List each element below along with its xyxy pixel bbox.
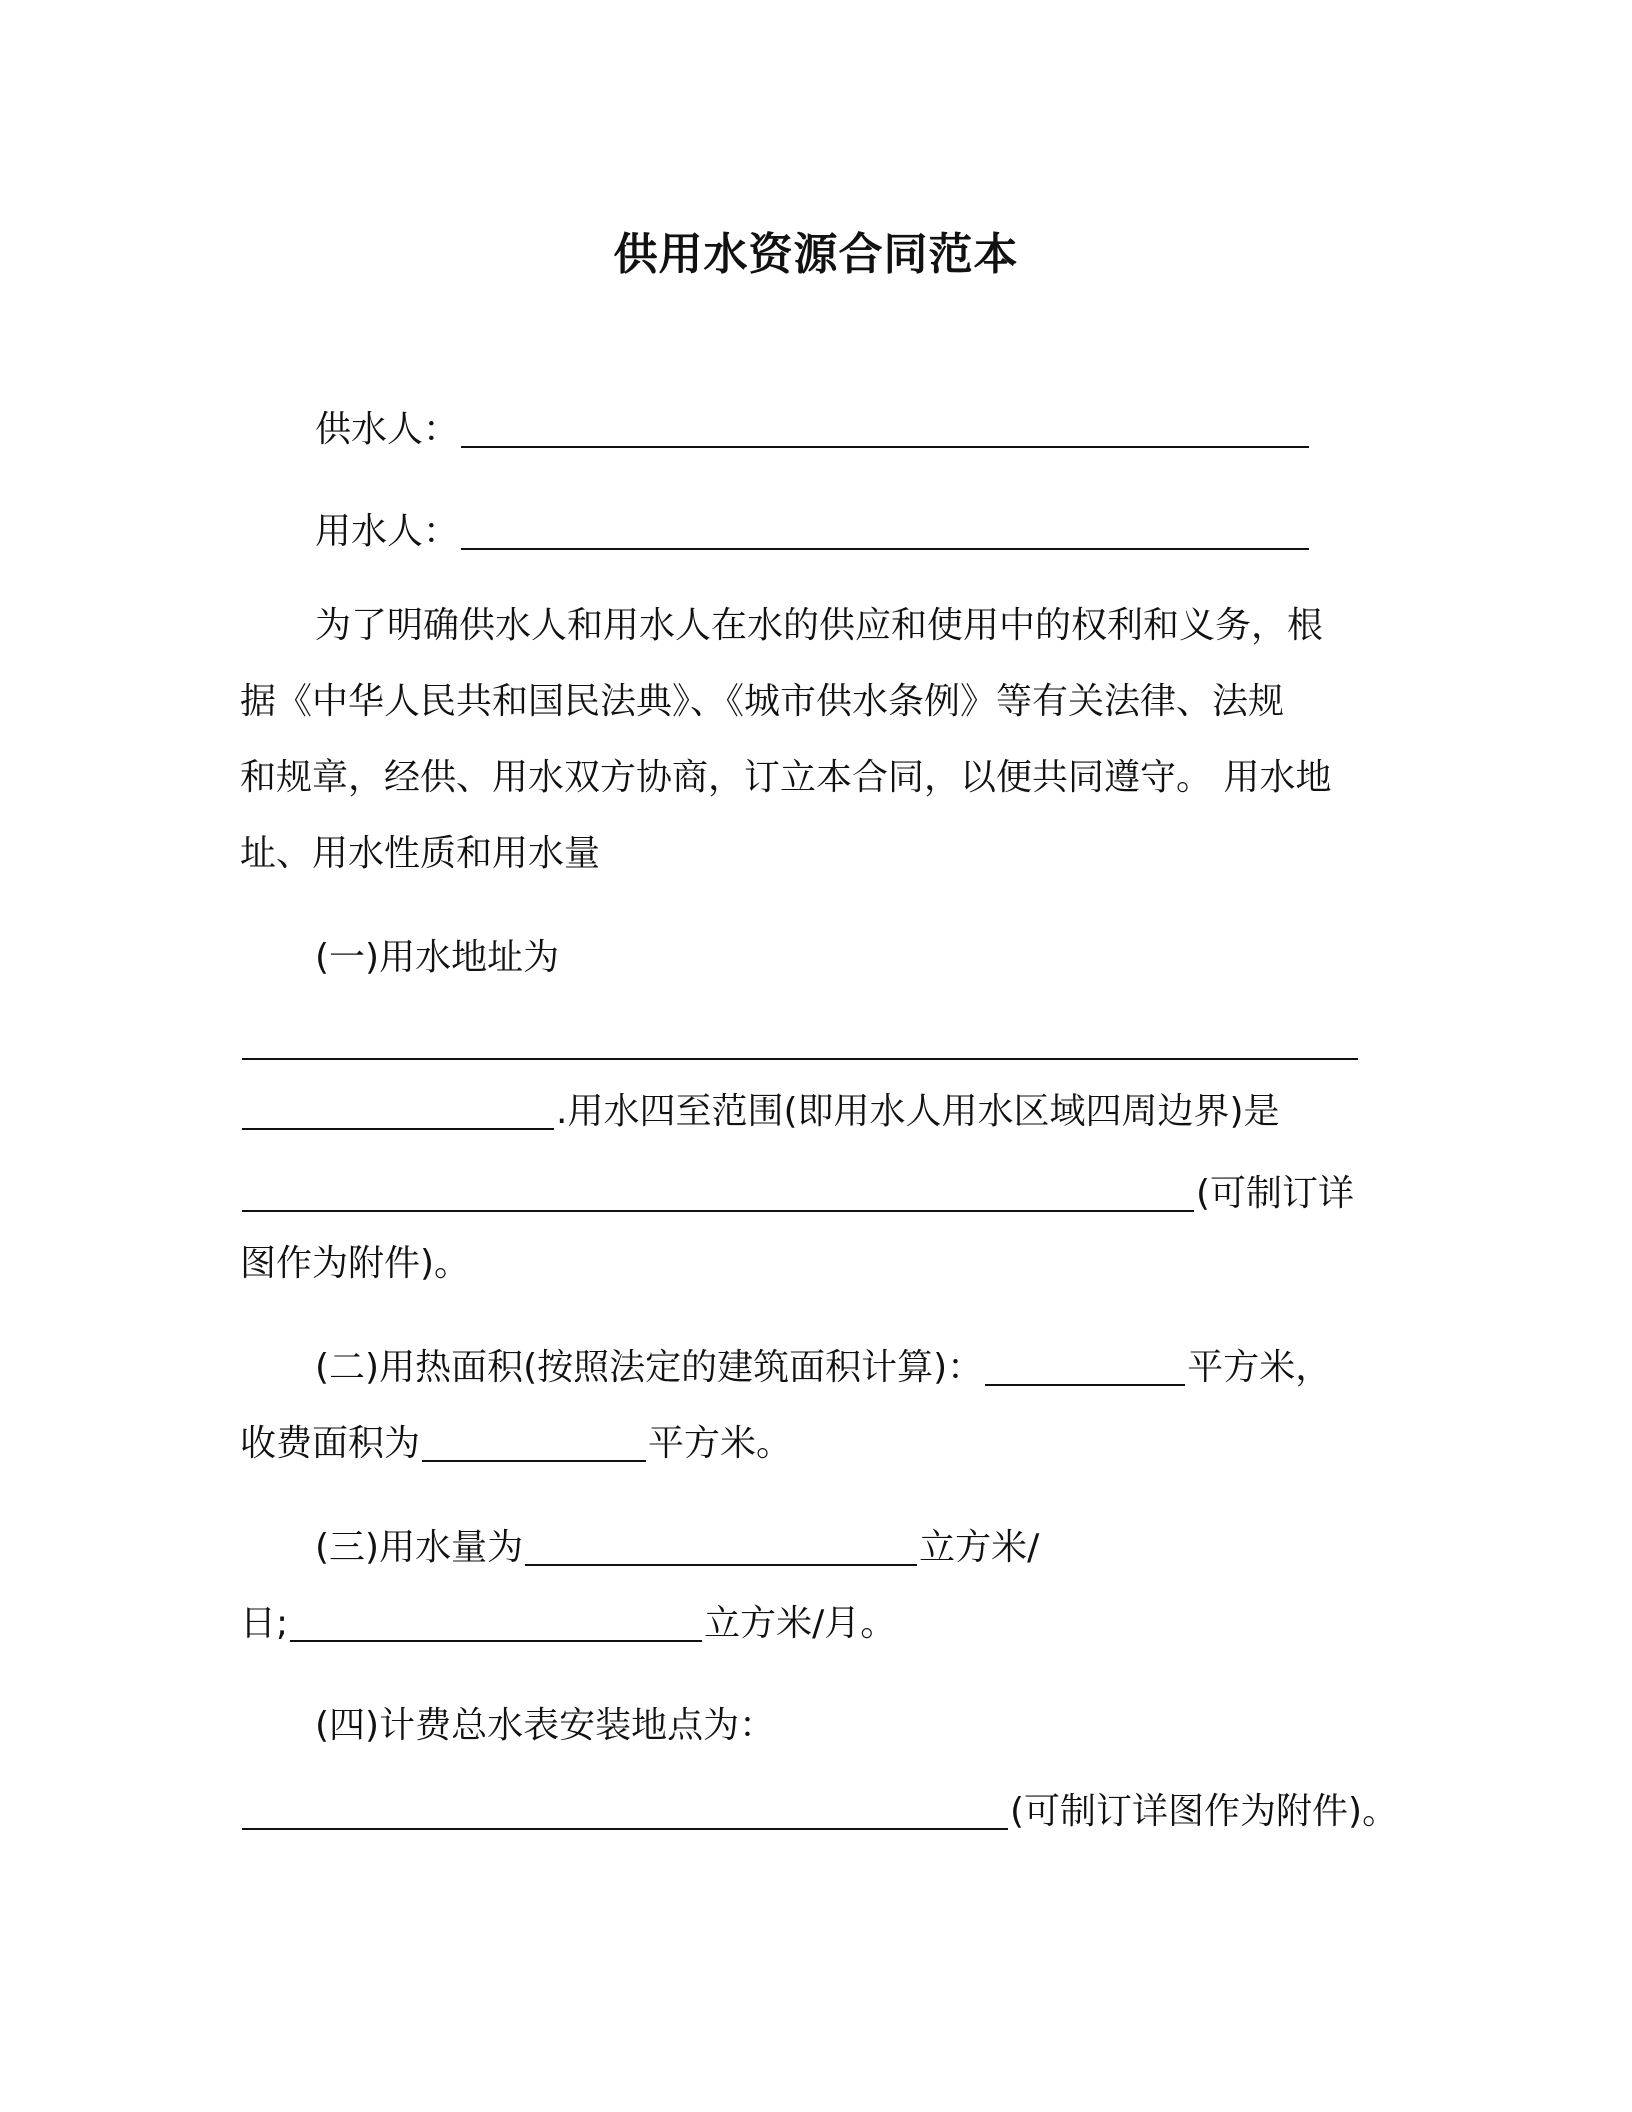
clause1-boundary-line [240, 1170, 1420, 1218]
clause3-line-2 [240, 1600, 1420, 1648]
supplier-blank[interactable] [461, 412, 1309, 448]
heated-area-unit: 平方米， [1187, 1347, 1332, 1388]
scope-text: .用水四至范围(即用水人用水区域四周边界)是 [556, 1091, 1280, 1132]
clause2-line-1 [240, 1344, 1495, 1392]
document-title: 供用水资源合同范本 [613, 229, 1019, 280]
heated-area-text: (二)用热面积(按照法定的建筑面积计算)： [315, 1347, 984, 1388]
billing-area-blank[interactable] [422, 1426, 646, 1462]
user-blank[interactable] [461, 514, 1309, 550]
clause3-line-1 [240, 1524, 1495, 1572]
day-label: 日; [240, 1603, 289, 1644]
boundary-blank[interactable] [242, 1176, 1194, 1212]
clause1-heading: (一)用水地址为 [315, 937, 560, 978]
attach-note-a: (可制订详 [1196, 1173, 1355, 1214]
clause4-attach-note: (可制订详图作为附件)。 [1010, 1791, 1399, 1832]
clause4-heading: (四)计费总水表安装地点为： [315, 1705, 776, 1746]
supplier-label: 供水人： [315, 409, 460, 450]
preamble-line-4: 址、用水性质和用水量 [240, 833, 601, 874]
billing-area-text: 收费面积为 [240, 1423, 421, 1464]
clause2-line-2 [240, 1420, 1420, 1468]
heated-area-blank[interactable] [985, 1350, 1185, 1386]
clause1-attach-line: 图作为附件)。 [240, 1243, 471, 1284]
user-label: 用水人： [315, 511, 460, 552]
billing-area-unit: 平方米。 [648, 1423, 793, 1464]
address-blank[interactable] [242, 1024, 1358, 1060]
daily-volume-text: (三)用水量为 [315, 1527, 524, 1568]
daily-volume-blank[interactable] [525, 1530, 917, 1566]
clause1-address-line [240, 1024, 1420, 1066]
preamble-line-2: 据《中华人民共和国民法典》、《城市供水条例》等有关法律、法规 [240, 681, 1285, 722]
monthly-volume-unit: 立方米/月。 [704, 1603, 897, 1644]
daily-volume-unit: 立方米/ [919, 1527, 1040, 1568]
address-blank-continued[interactable] [242, 1094, 554, 1130]
user-line [240, 508, 1495, 556]
clause1-scope-line [240, 1088, 1420, 1136]
preamble-line-3: 和规章，经供、用水双方协商，订立本合同，以便共同遵守。 用水地 [240, 757, 1332, 798]
clause4-location-line [240, 1788, 1420, 1836]
meter-location-blank[interactable] [242, 1794, 1008, 1830]
supplier-line [240, 406, 1495, 454]
preamble-line-1: 为了明确供水人和用水人在水的供应和使用中的权利和义务，根 [315, 605, 1324, 646]
monthly-volume-blank[interactable] [290, 1606, 702, 1642]
